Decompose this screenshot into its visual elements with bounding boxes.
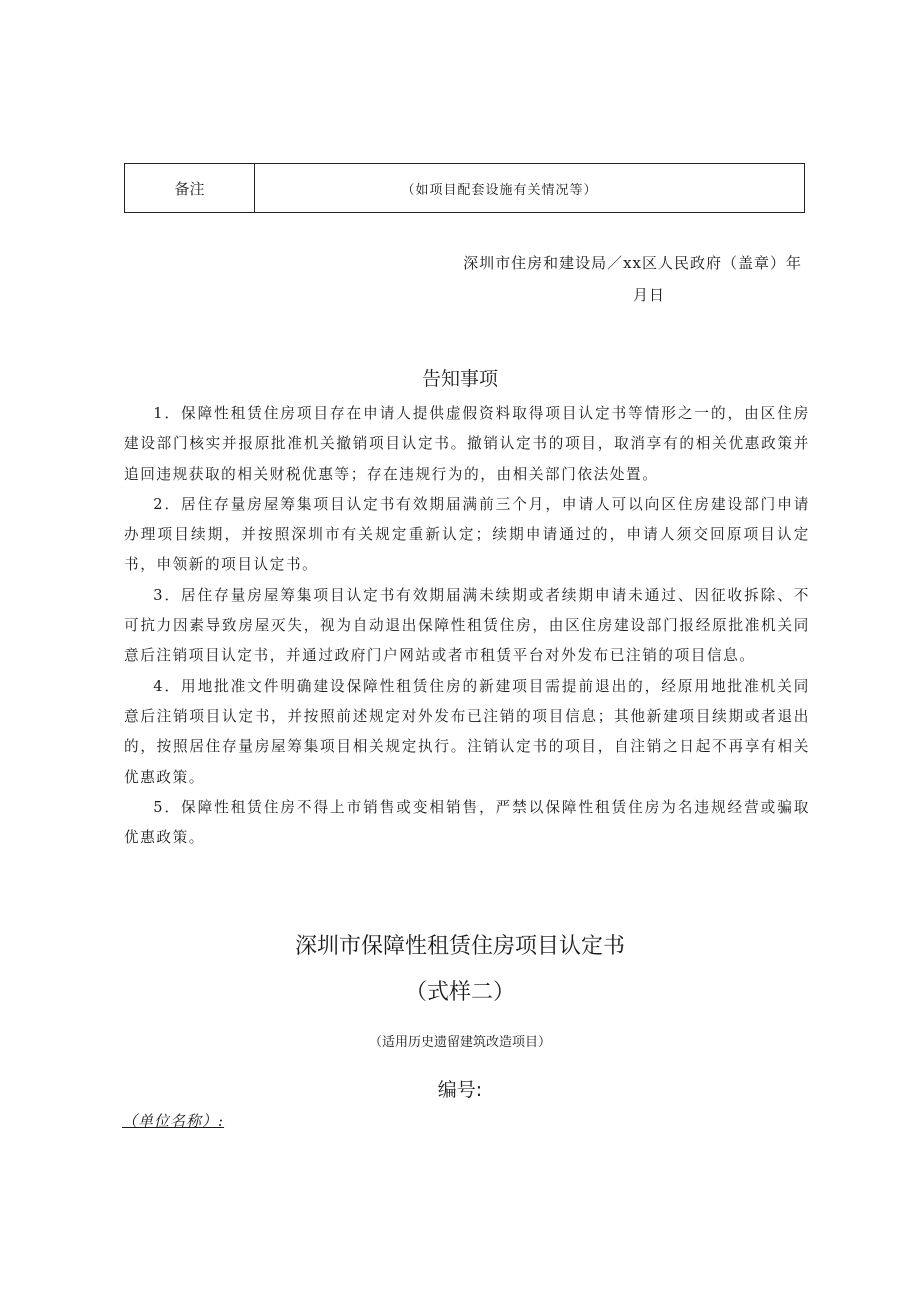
remark-table — [124, 163, 805, 213]
remark-value: （如项目配套设施有关情况等） — [401, 182, 598, 198]
signature-line-2: 月日 — [632, 286, 665, 304]
certificate-subtitle: （式样二） — [404, 980, 515, 1005]
certificate-number-label: 编号: — [437, 1079, 483, 1101]
certificate-applicable-scope: （适用历史遗留建筑改造项目） — [368, 1035, 551, 1050]
signature-line-1: 深圳市住房和建设局／xx区人民政府（盖章）年 — [463, 254, 802, 272]
notice-item-5: 5．保障性租赁住房不得上市销售或变相销售，严禁以保障性租赁住房为名违规经营或骗取优惠政策。 — [124, 798, 810, 847]
unit-name-label: （单位名称）: — [122, 1112, 225, 1130]
notice-title: 告知事项 — [421, 368, 498, 390]
notice-item-4: 4．用地批准文件明确建设保障性租赁住房的新建项目需提前退出的，经原用地批准机关同意后注销项目认定书，并按照前述规定对外发布已注销的项目信息；其他新建项目续期或者退出的，按照居住存量房屋筹集项目相关规定执行。注销认定书的项目，自注销之日起不再享有相关优惠政策。 — [124, 677, 810, 786]
certificate-title: 深圳市保障性租赁住房项目认定书 — [294, 934, 625, 959]
remark-label: 备注 — [125, 164, 255, 212]
notice-item-1: 1．保障性租赁住房项目存在申请人提供虚假资料取得项目认定书等情形之一的，由区住房建设部门核实并报原批准机关撤销项目认定书。撤销认定书的项目，取消享有的相关优惠政策并追回违规获取的相关财税优惠等；存在违规行为的，由相关部门依法处置。 — [124, 405, 810, 483]
notice-item-3: 3．居住存量房屋筹集项目认定书有效期届满未续期或者续期申请未通过、因征收拆除、不可抗力因素导致房屋灭失，视为自动退出保障性租赁住房，由区住房建设部门报经原批准机关同意后注销项目认定书，并通过政府门户网站或者市租赁平台对外发布已注销的项目信息。 — [124, 586, 810, 665]
notice-item-2: 2．居住存量房屋筹集项目认定书有效期届满前三个月，申请人可以向区住房建设部门申请办理项目续期，并按照深圳市有关规定重新认定；续期申请通过的，申请人须交回原项目认定书，申领新的项目认定书。 — [124, 495, 810, 574]
notice-body — [124, 399, 810, 853]
